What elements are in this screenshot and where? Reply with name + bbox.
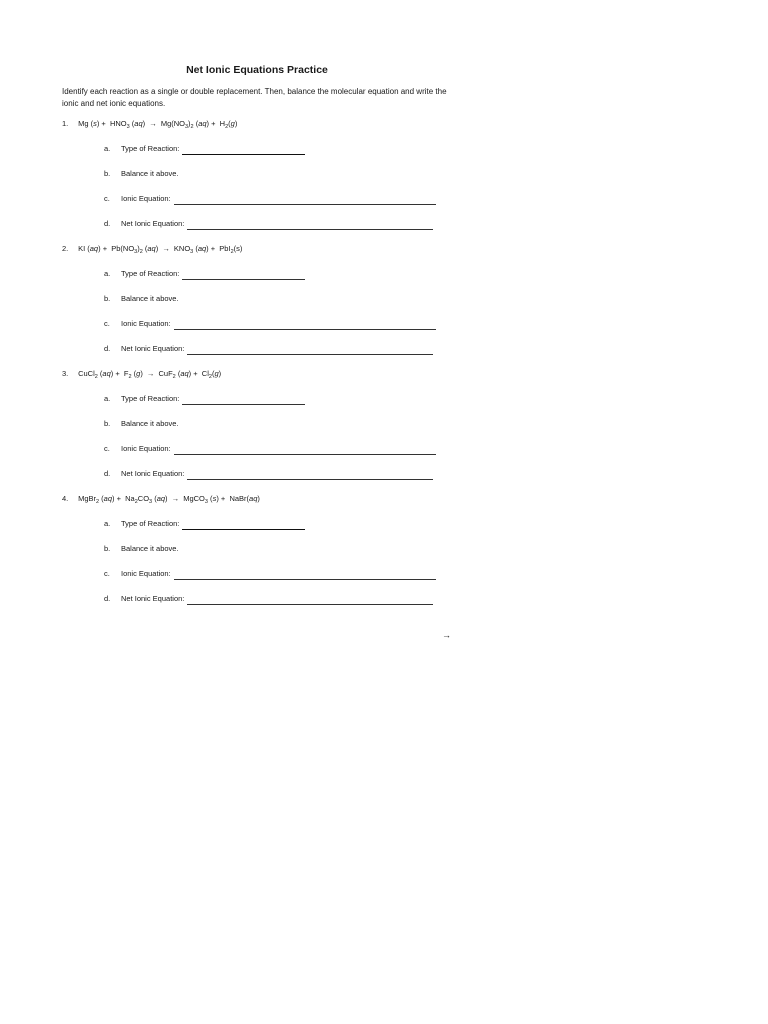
ionic-blank[interactable]: [174, 445, 436, 455]
problem-4: [62, 493, 482, 613]
type-blank[interactable]: [182, 520, 305, 530]
type-blank[interactable]: [182, 270, 305, 280]
net-ionic-equation: d. Net Ionic Equation:: [104, 343, 433, 355]
net-ionic-blank[interactable]: [187, 220, 433, 230]
balance-instruction: b. Balance it above.: [104, 294, 179, 303]
ionic-equation: c. Ionic Equation:: [104, 443, 436, 455]
problem-number: 1.: [62, 119, 69, 128]
problem-number: 4.: [62, 494, 69, 503]
arrow-icon: →: [442, 630, 451, 640]
balance-instruction: b. Balance it above.: [104, 169, 179, 178]
net-ionic-equation: d. Net Ionic Equation:: [104, 593, 433, 605]
equation-text: KI $(aq) + Pb(NO_3)_2$ $(aq) \to KNO_3$ (aq) + PbI$_2$(s): [78, 244, 243, 255]
type-of-reaction: a. Type of Reaction:: [104, 518, 305, 530]
problem-3: [62, 368, 482, 488]
problem-2: [62, 243, 482, 363]
ionic-equation: c. Ionic Equation:: [104, 193, 436, 205]
type-of-reaction: a. Type of Reaction:: [104, 143, 305, 155]
type-of-reaction: a. Type of Reaction:: [104, 393, 305, 405]
ionic-blank[interactable]: [174, 195, 436, 205]
net-ionic-blank[interactable]: [187, 595, 433, 605]
net-ionic-equation: d. Net Ionic Equation:: [104, 468, 433, 480]
type-of-reaction: a. Type of Reaction:: [104, 268, 305, 280]
equation-text: Mg $(s) + HNO_3$ $(aq) \to Mg(NO_3)_2$ $(aq) + H_2(g)$: [78, 119, 238, 130]
balance-instruction: b. Balance it above.: [104, 419, 179, 428]
net-ionic-blank[interactable]: [187, 470, 433, 480]
net-ionic-equation: d. Net Ionic Equation:: [104, 218, 433, 230]
balance-instruction: b. Balance it above.: [104, 544, 179, 553]
equation-4: [62, 493, 260, 505]
problem-number: 3.: [62, 369, 69, 378]
type-blank[interactable]: [182, 145, 305, 155]
ionic-equation: c. Ionic Equation:: [104, 318, 436, 330]
equation-text: MgBr$_2$ $(aq) + Na_2CO_3$ (aq) → MgCO$_3$ (s) + NaBr(aq): [78, 494, 260, 505]
net-ionic-blank[interactable]: [187, 345, 433, 355]
problem-1: [62, 118, 482, 238]
problem-number: 2.: [62, 244, 69, 253]
equation-text: CuCl$_2$ $(aq) + F_2$ (g) → CuF$_2$ $(aq) + Cl_2(g)$: [78, 369, 222, 380]
ionic-blank[interactable]: [174, 320, 436, 330]
type-blank[interactable]: [182, 395, 305, 405]
equation-1: [62, 118, 237, 130]
equation-2: [62, 243, 242, 255]
instructions: Identify each reaction as a single or double replacement. Then, balance the molecular equation and write the ionic and net ionic equations.: [62, 87, 447, 108]
worksheet-title: Net Ionic Equations Practice: [186, 64, 328, 76]
ionic-blank[interactable]: [174, 570, 436, 580]
ionic-equation: c. Ionic Equation:: [104, 568, 436, 580]
equation-3: [62, 368, 221, 380]
